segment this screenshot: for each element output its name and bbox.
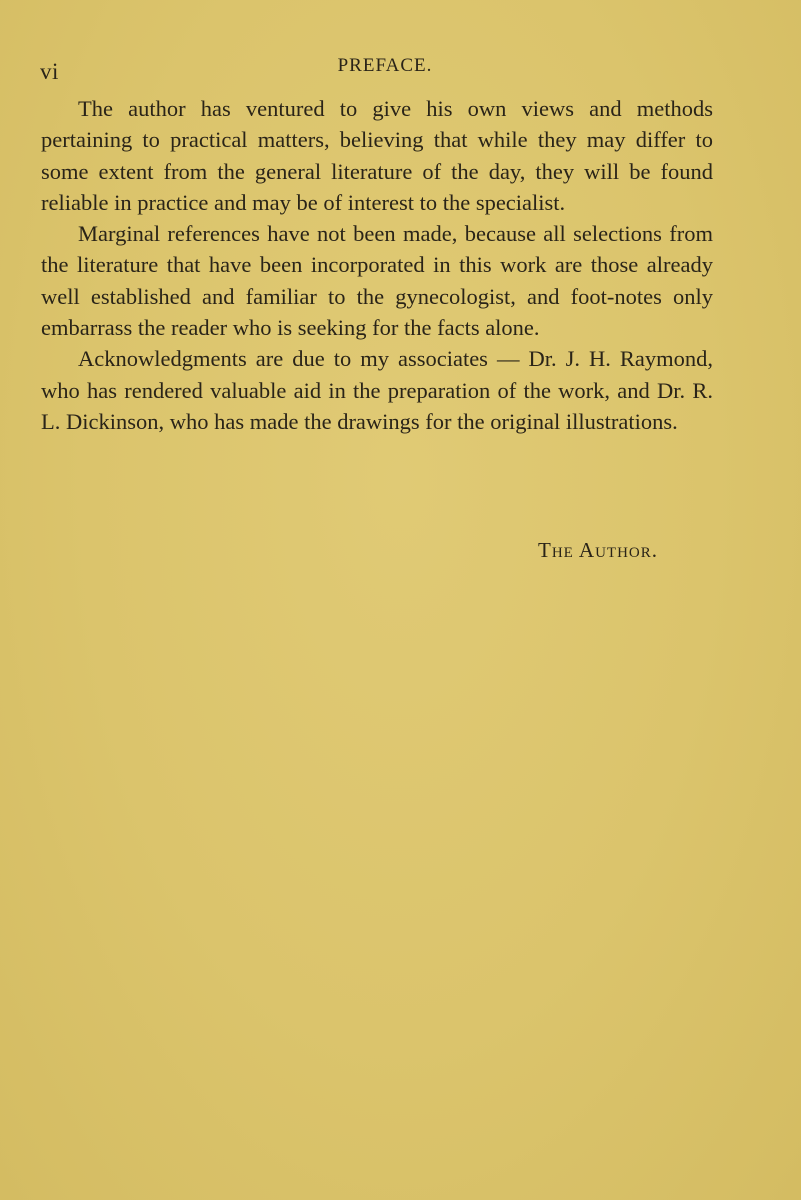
page-number: vi [40,59,59,84]
paragraph-acknowledgments: Acknowledgments are due to my associates — Dr. J. H. Raymond, who has rendered valuable aid in the preparation of the work, and Dr. R. L. Dickinson, who has made the drawings for the original illustrations. [41,346,713,434]
preface-body [41,93,713,437]
author-signature: The Author. [538,538,658,562]
paragraph-author-views: The author has ventured to give his own views and methods pertaining to practical matters, believing that while they may differ to some extent from the general literature of the day, they will be found reliable in practice and may be of interest to the specialist. [41,96,713,215]
running-head-title: PREFACE. [337,55,433,76]
paragraph-marginal-references: Marginal references have not been made, because all selections from the literature that have been incorporated in this work are those already well established and familiar to the gynecologist, and foot-notes only embarrass the reader who is seeking for the facts alone. [41,221,713,341]
running-head [40,55,730,85]
